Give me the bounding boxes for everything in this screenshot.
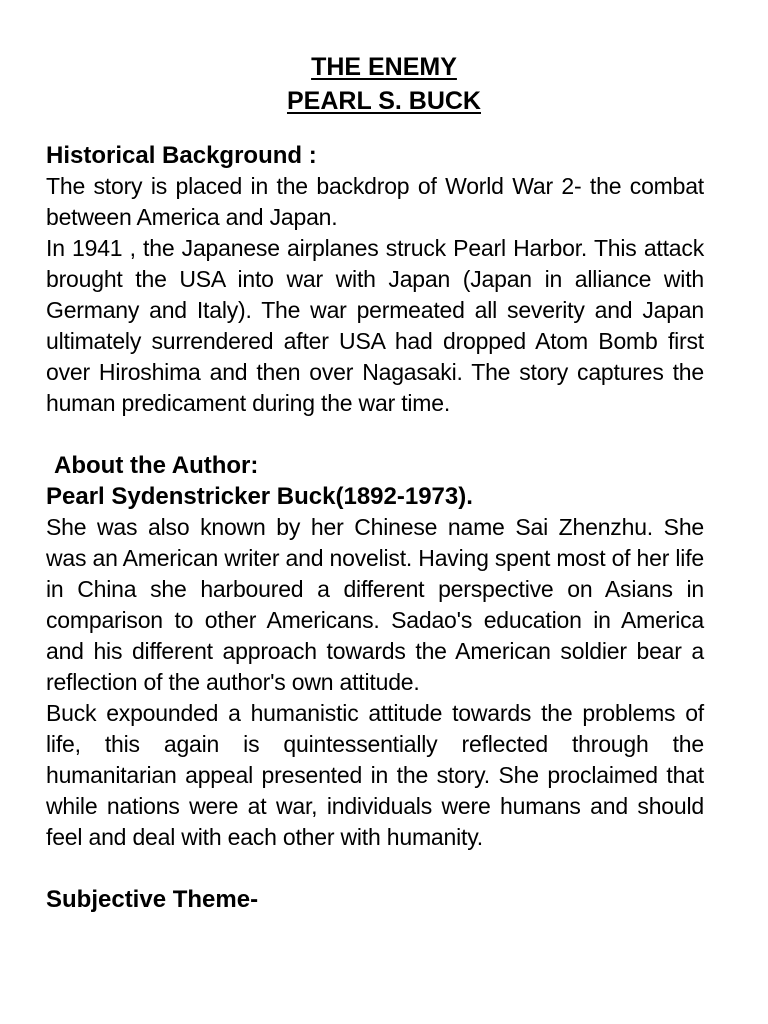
author-paragraph: Buck expounded a humanistic attitude towards the problems of life, this again is quintessentially reflected through the humanitarian appeal presented in the story. She proclaimed that while nations were at war, individuals were humans and should feel and deal with each other with humanity. xyxy=(46,700,704,850)
author-full-name: Pearl Sydenstricker Buck(1892-1973). xyxy=(46,483,473,510)
about-author-section xyxy=(46,450,704,853)
historical-background-heading: Historical Background : xyxy=(46,142,317,169)
historical-background-section xyxy=(46,140,704,419)
section-spacer xyxy=(46,419,704,450)
about-author-heading: About the Author: xyxy=(54,452,259,479)
title-block xyxy=(46,50,704,118)
section-spacer xyxy=(46,853,704,884)
author-title: PEARL S. BUCK xyxy=(286,87,481,115)
story-title: THE ENEMY xyxy=(311,53,457,81)
subjective-theme-section xyxy=(46,884,704,915)
historical-paragraph: In 1941 , the Japanese airplanes struck Pearl Harbor. This attack brought the USA into war with Japan (Japan in alliance with Germany and Italy). The war permeated all severity and Japan ultimately surrendered after USA had dropped Atom Bomb first over Hiroshima and then over Nagasaki. The story captures the human predicament during the war time. xyxy=(46,235,704,416)
subjective-theme-heading: Subjective Theme- xyxy=(46,886,259,913)
historical-paragraph: The story is placed in the backdrop of World War 2- the combat between America and Japan. xyxy=(46,173,704,230)
author-paragraph: She was also known by her Chinese name Sai Zhenzhu. She was an American writer and novelist. Having spent most of her life in China she harboured a different perspective on Asians in comparison to other Americans. Sadao's education in America and his different approach towards the American soldier bear a reflection of the author's own attitude. xyxy=(46,514,704,695)
